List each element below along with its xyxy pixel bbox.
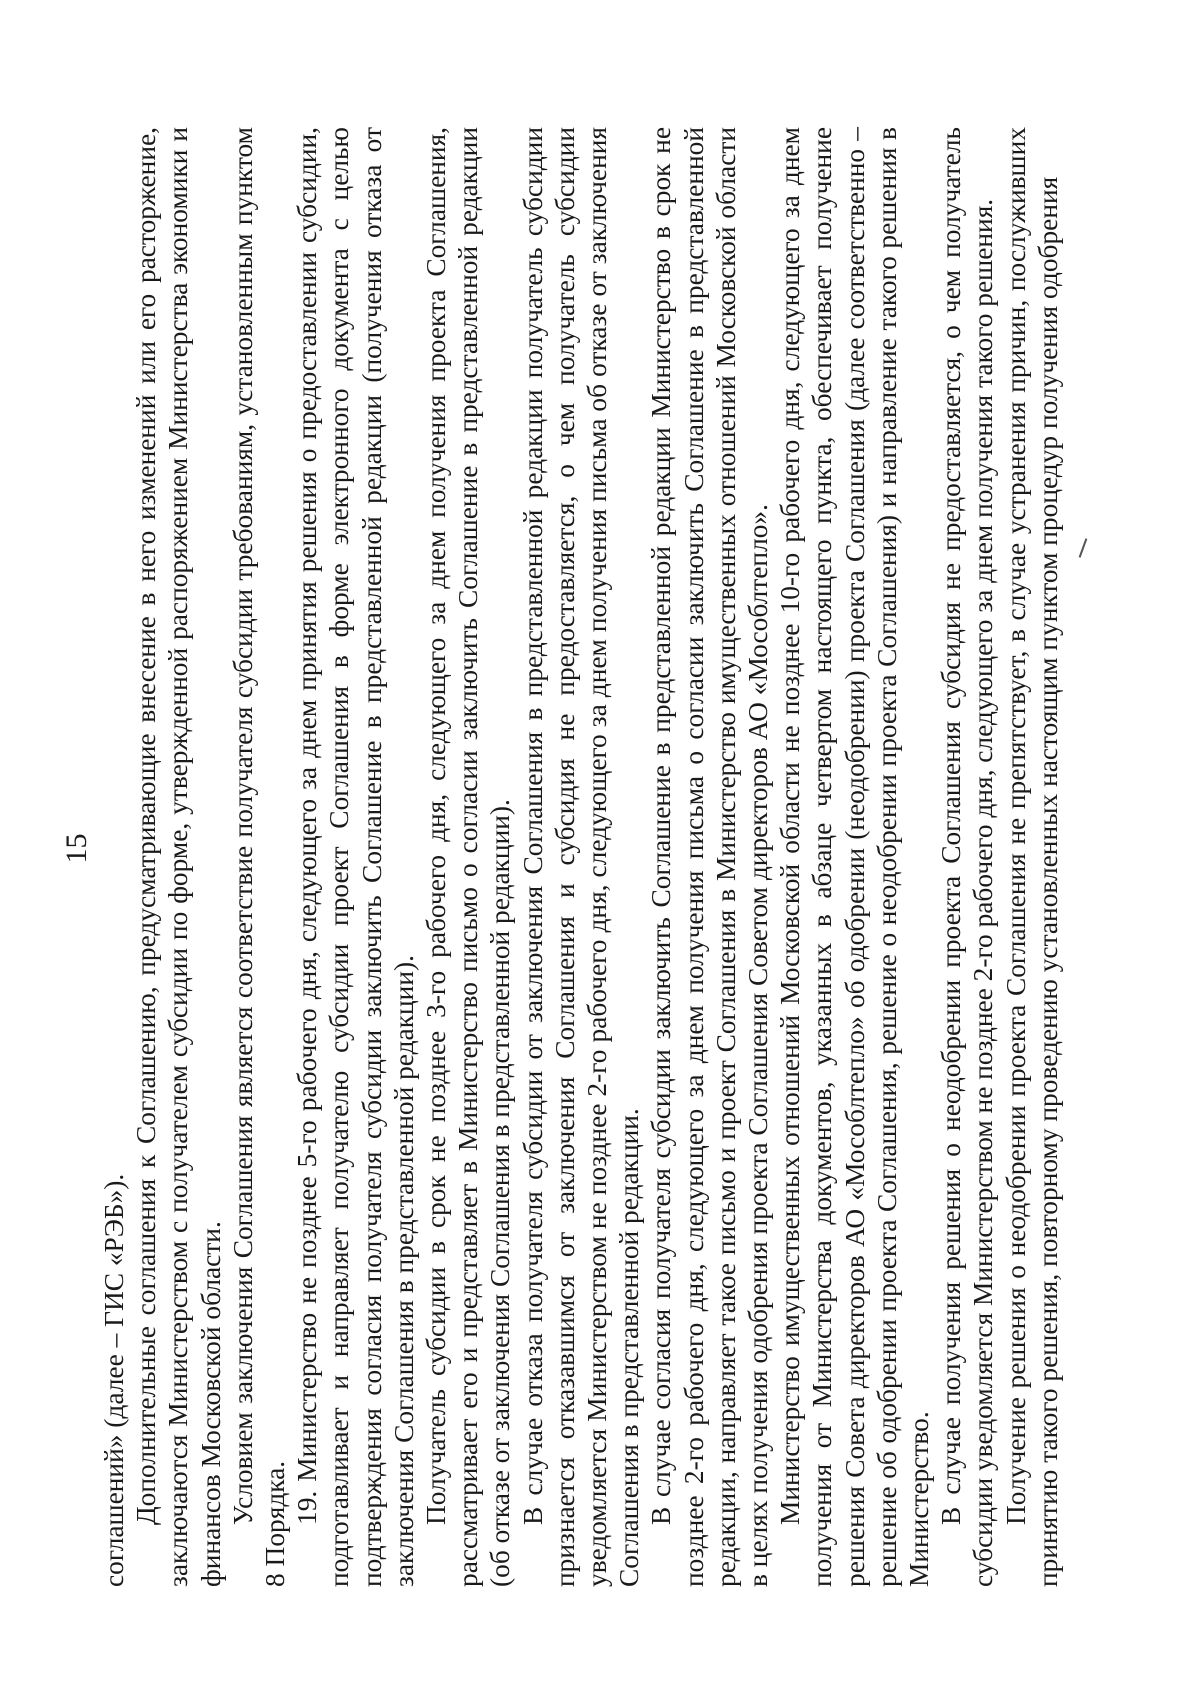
paragraph: В случае согласия получателя субсидии заключить Соглашение в представленной редакции Министерство в срок не позднее 2-го рабочего дня, следующего за днем получения письма о согласии заключить Соглашение в представленной редакции, направляет такое письмо и проект Соглашения в Министерство имущественных отношений Московской области в целях получения одобрения проекта Соглашения Советом директоров АО «Мособлтепло». [646,127,774,1587]
page-number: 15 [60,833,93,864]
paragraph: Дополнительные соглашения к Соглашению, предусматривающие внесение в него изменений или его расторжение, заключаются Министерством с получателем субсидии по форме, утвержденной распоряжением Министерства экономики и финансов Московской области. [131,127,226,1587]
document-body [98,127,1064,1587]
paragraph: соглашений» (далее – ГИС «РЭБ»). [99,1173,129,1587]
paragraph: Условием заключения Соглашения является соответствие получателя субсидии требованиям, установленным пунктом 8 Порядка. [227,127,291,1587]
paragraph: В случае получения решения о неодобрении проекта Соглашения субсидия не предоставляется, о чем получатель субсидии уведомляется Министерством не позднее 2-го рабочего дня, следующего за днем получения такого решения. [936,127,999,1587]
paragraph: Получатель субсидии в срок не позднее 3-го рабочего дня, следующего за днем получения проекта Соглашения, рассматривает его и представляет в Министерство письмо о согласии заключить Соглашение в представленной редакции (об отказе от заключения Соглашения в представленной редакции). [421,127,516,1587]
paragraph: Получение решения о неодобрении проекта Соглашения не препятствует, в случае устранения причин, послуживших принятию такого решения, повторному проведению установленных настоящим пунктом процедур получения одобрения [1000,127,1063,1587]
paragraph: 19. Министерство не позднее 5-го рабочего дня, следующего за днем принятия решения о предоставлении субсидии, подготавливает и направляет получателю субсидии проект Соглашения в форме электронного документа с целью подтверждения согласия получателя субсидии заключить Соглашение в представленной редакции (получения отказа от заключения Соглашения в представленной редакции). [292,127,419,1587]
paragraph: В случае отказа получателя субсидии от заключения Соглашения в представленной редакции получатель субсидии признается отказавшимся от заключения Соглашения и субсидия не предоставляется, о чем получатель субсидии уведомляется Министерством не позднее 2-го рабочего дня, следующего за днем получения письма об отказе от заключения Соглашения в представленной редакции. [517,127,645,1587]
paragraph: Министерство имущественных отношений Московской области не позднее 10-го рабочего дня, следующего за днем получения от Министерства документов, указанных в абзаце четвертом настоящего пункта, обеспечивает получение решения Совета директоров АО «Мособлтепло» об одобрении (неодобрении) проекта Соглашения (далее соответственно – решение об одобрении проекта Соглашения, решение о неодобрении проекта Соглашения) и направление такого решения в Министерство. [775,127,935,1587]
